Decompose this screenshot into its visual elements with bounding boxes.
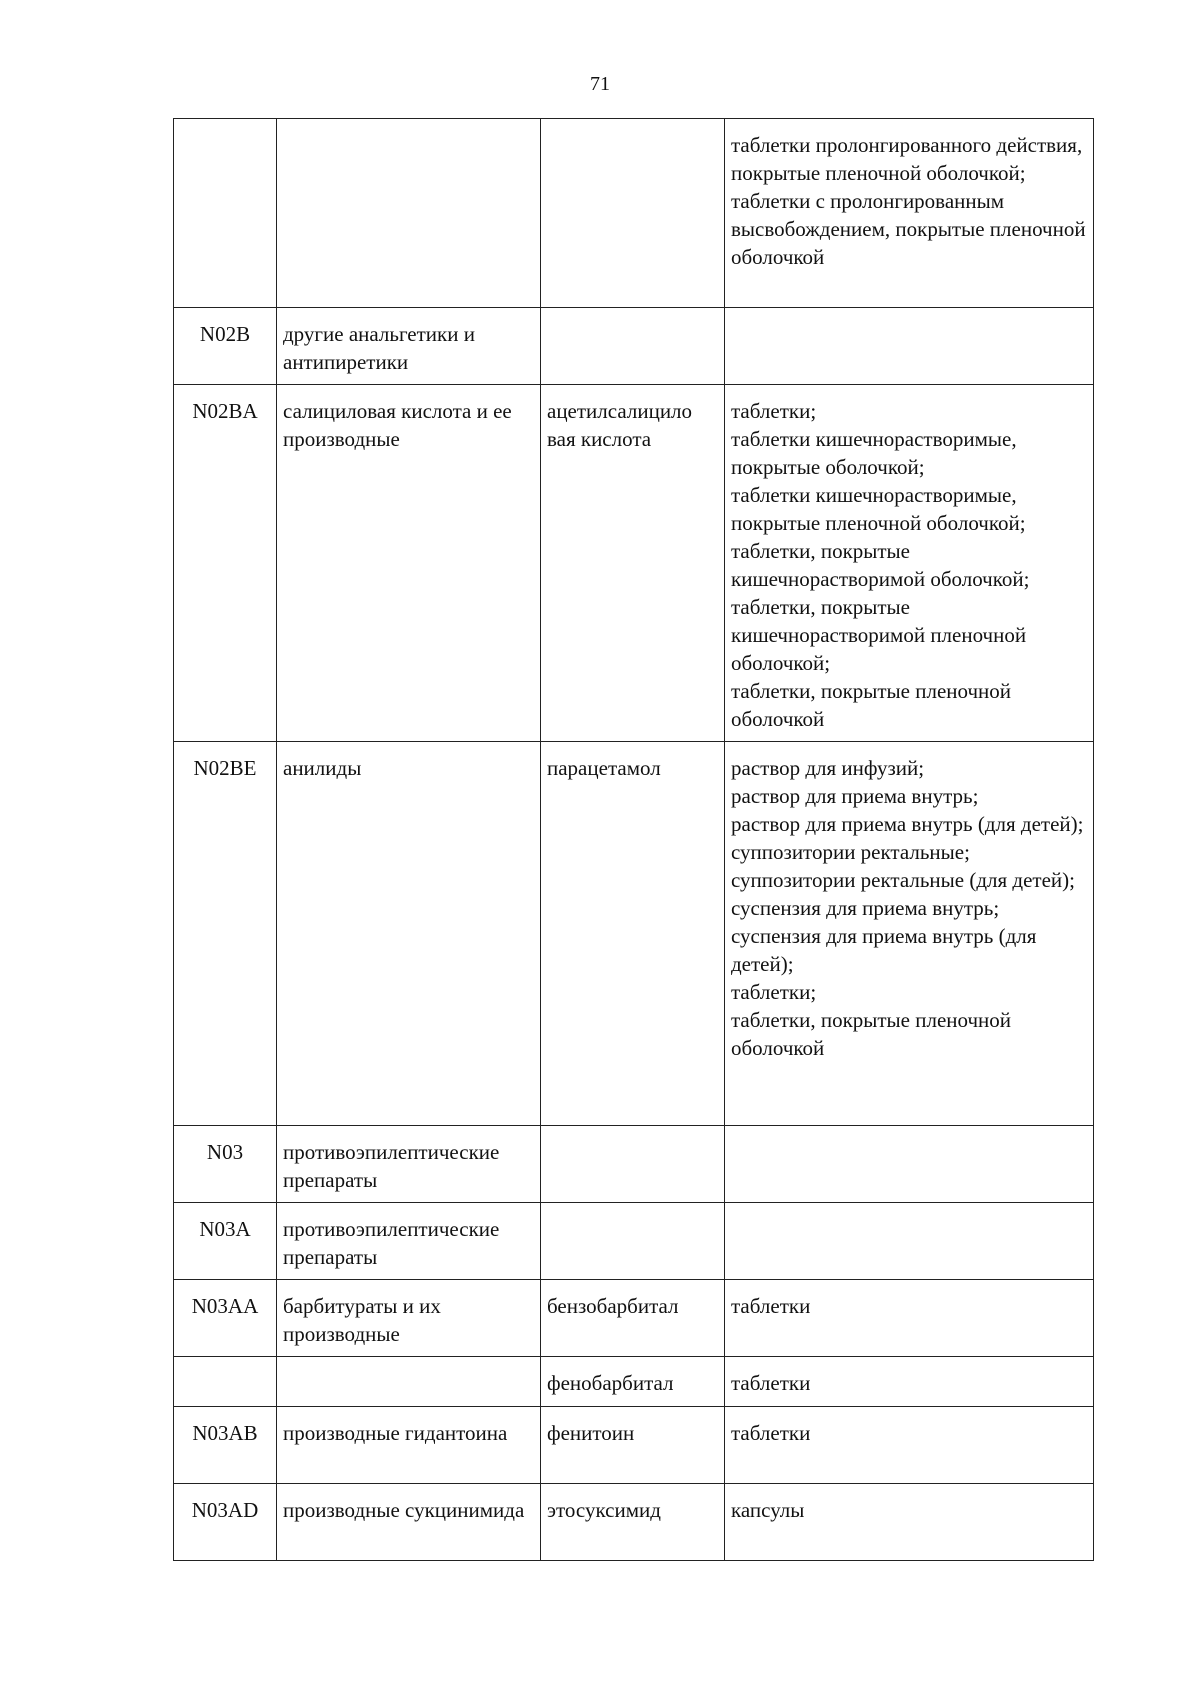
dosage-form-item: раствор для приема внутрь (для детей); (731, 812, 1084, 836)
drug-name-cell: этосуксимид (541, 1484, 725, 1561)
atc-code-cell: N02B (174, 308, 277, 385)
dosage-forms-cell (725, 1357, 1094, 1407)
group-description-cell: противоэпилептические препараты (277, 1126, 541, 1203)
atc-code-cell (174, 119, 277, 308)
dosage-form-item: таблетки, покрытые кишечнорастворимой пленочной оболочкой; (731, 595, 1027, 675)
drug-name-cell (541, 119, 725, 308)
drug-name-cell (541, 1203, 725, 1280)
atc-code-cell: N03AB (174, 1407, 277, 1484)
dosage-form-item: таблетки, покрытые пленочной оболочкой (731, 1008, 1012, 1060)
dosage-forms-cell (725, 1280, 1094, 1357)
dosage-forms-cell (725, 1484, 1094, 1561)
dosage-forms-cell (725, 385, 1094, 742)
dosage-form-item: суппозитории ректальные; (731, 840, 970, 864)
drug-name-cell: парацетамол (541, 742, 725, 1126)
drug-name-cell (541, 308, 725, 385)
drug-name-cell: ацетилсалицило вая кислота (541, 385, 725, 742)
group-description-cell (277, 1357, 541, 1407)
dosage-form-item: таблетки; (731, 980, 817, 1004)
table-row (174, 1203, 1094, 1280)
dosage-forms-cell (725, 1126, 1094, 1203)
dosage-forms-cell (725, 1203, 1094, 1280)
dosage-form-item: раствор для приема внутрь; (731, 784, 979, 808)
atc-code-cell: N02BE (174, 742, 277, 1126)
dosage-forms-cell (725, 742, 1094, 1126)
dosage-form-item: таблетки кишечнорастворимые, покрытые оболочкой; (731, 427, 1017, 479)
table-row (174, 385, 1094, 742)
atc-code-cell: N03 (174, 1126, 277, 1203)
drug-name-cell (541, 1126, 725, 1203)
dosage-form-item: таблетки с пролонгированным высвобождением, покрытые пленочной оболочкой (731, 189, 1086, 269)
atc-code-cell: N03A (174, 1203, 277, 1280)
dosage-form-item: таблетки, покрытые пленочной оболочкой (731, 679, 1012, 731)
medication-table (173, 118, 1094, 1561)
atc-code-cell: N03AA (174, 1280, 277, 1357)
drug-name-cell: бензобарбитал (541, 1280, 725, 1357)
dosage-forms-cell (725, 308, 1094, 385)
table-row (174, 1484, 1094, 1561)
table-row (174, 742, 1094, 1126)
table-row (174, 308, 1094, 385)
dosage-form-item: таблетки, покрытые кишечнорастворимой оболочкой; (731, 539, 1030, 591)
table-row (174, 1357, 1094, 1407)
group-description-cell: противоэпилептические препараты (277, 1203, 541, 1280)
table-row (174, 1126, 1094, 1203)
dosage-form-item: таблетки пролонгированного действия, покрытые пленочной оболочкой; (731, 133, 1083, 185)
group-description-cell: производные сукцинимида (277, 1484, 541, 1561)
dosage-form-item: таблетки; (731, 399, 817, 423)
table-row (174, 119, 1094, 308)
table-row (174, 1280, 1094, 1357)
group-description-cell (277, 119, 541, 308)
dosage-form-item: суппозитории ректальные (для детей); (731, 868, 1075, 892)
dosage-form-item: суспензия для приема внутрь (для детей); (731, 924, 1037, 976)
dosage-form-item: таблетки (731, 1294, 811, 1318)
atc-code-cell: N02BA (174, 385, 277, 742)
page-number: 71 (590, 73, 610, 95)
group-description-cell: другие анальгетики и антипиретики (277, 308, 541, 385)
atc-code-cell (174, 1357, 277, 1407)
drug-name-cell: фенобарбитал (541, 1357, 725, 1407)
atc-code-cell: N03AD (174, 1484, 277, 1561)
dosage-form-item: капсулы (731, 1498, 805, 1522)
dosage-form-item: суспензия для приема внутрь; (731, 896, 1000, 920)
dosage-form-item: раствор для инфузий; (731, 756, 925, 780)
table-row (174, 1407, 1094, 1484)
drug-name-cell: фенитоин (541, 1407, 725, 1484)
dosage-form-item: таблетки (731, 1371, 811, 1395)
group-description-cell: салициловая кислота и ее производные (277, 385, 541, 742)
group-description-cell: барбитураты и их производные (277, 1280, 541, 1357)
dosage-forms-cell (725, 119, 1094, 308)
dosage-forms-cell (725, 1407, 1094, 1484)
group-description-cell: производные гидантоина (277, 1407, 541, 1484)
group-description-cell: анилиды (277, 742, 541, 1126)
dosage-form-item: таблетки (731, 1421, 811, 1445)
table-body (174, 119, 1094, 1561)
dosage-form-item: таблетки кишечнорастворимые, покрытые пленочной оболочкой; (731, 483, 1026, 535)
